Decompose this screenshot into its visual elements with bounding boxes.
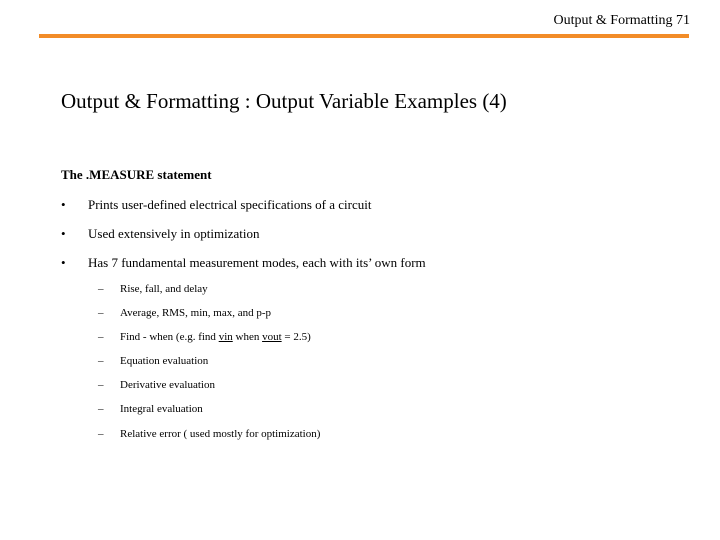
bullet-marker: • [61,226,66,241]
sub-bullet-marker: – [98,355,104,367]
bullet-text: Prints user-defined electrical specifications of a circuit [88,197,372,212]
bullet-text: Has 7 fundamental measurement modes, each with its’ own form [88,255,426,270]
sub-bullet-text: Derivative evaluation [120,379,215,391]
sub-bullet-marker: – [98,403,104,415]
header-rule [39,34,689,38]
bullet-text: Used extensively in optimization [88,226,260,241]
sub-bullet-text [120,330,311,344]
bullet-marker: • [61,255,66,270]
sub-bullet-text: Rise, fall, and delay [120,283,208,295]
slide-title: Output & Formatting : Output Variable Examples (4) [61,89,507,113]
header-title: Output & Formatting 71 [553,13,690,28]
sub-bullet-text: Relative error ( used mostly for optimization) [120,428,321,440]
sub-bullet-marker: – [98,307,104,319]
find-text-after: = 2.5) [281,331,311,343]
sub-bullet-text: Average, RMS, min, max, and p-p [120,307,272,319]
bullet-marker: • [61,197,66,212]
sub-bullet-marker: – [98,379,104,391]
variable-vin: vin [218,331,233,343]
sub-bullet-marker: – [98,428,104,440]
variable-vout: vout [262,331,282,343]
sub-bullet-text: Equation evaluation [120,355,209,367]
find-text-middle: when [232,331,263,343]
sub-bullet-marker: – [98,283,104,295]
sub-bullet-marker: – [98,331,104,343]
find-text-before: Find - when (e.g. find [120,331,219,343]
sub-bullet-text: Integral evaluation [120,403,203,415]
section-heading: The .MEASURE statement [61,167,212,182]
